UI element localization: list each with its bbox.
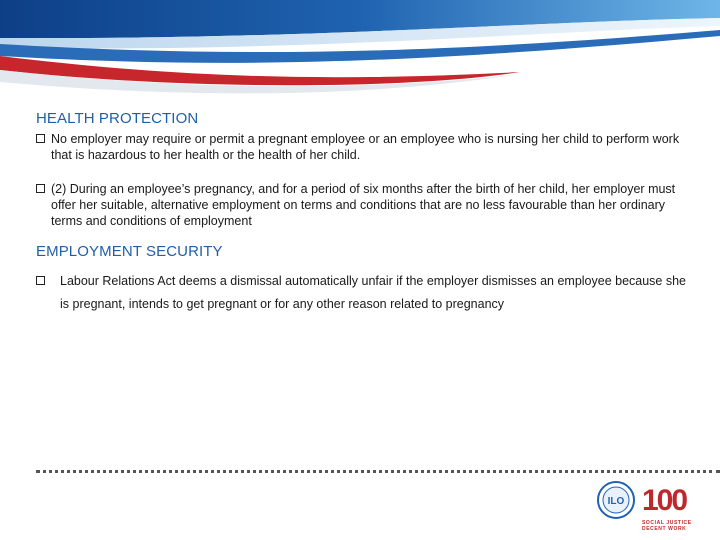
centenary-logo-icon bbox=[642, 484, 687, 517]
section-heading-employment: EMPLOYMENT SECURITY bbox=[36, 243, 223, 260]
ilo-logo-text: ILO bbox=[607, 496, 625, 507]
tagline-line: DECENT WORK bbox=[642, 526, 687, 532]
bullet-item bbox=[36, 181, 686, 229]
checkbox-bullet-icon bbox=[36, 134, 45, 143]
checkbox-bullet-icon bbox=[36, 276, 45, 285]
checkbox-bullet-icon bbox=[36, 184, 45, 193]
header-banner bbox=[0, 0, 720, 100]
bullet-text: Labour Relations Act deems a dismissal automatically unfair if the employer dismisses an employee because she is pregnant, intends to get pregnant or for any other reason related to pregnancy bbox=[60, 274, 687, 311]
section-heading-health: HEALTH PROTECTION bbox=[36, 110, 199, 127]
ilo-logo-icon bbox=[598, 482, 634, 518]
bullet-item bbox=[36, 131, 686, 163]
bullet-item bbox=[36, 270, 686, 315]
tagline-line: SOCIAL JUSTICE bbox=[642, 520, 692, 526]
centenary-logo-text: 100 bbox=[642, 484, 687, 517]
slide-content bbox=[36, 110, 686, 315]
footer-divider bbox=[36, 470, 720, 473]
footer-tagline bbox=[642, 520, 692, 532]
bullet-text: No employer may require or permit a pregnant employee or an employee who is nursing her child to perform work that is hazardous to her health or the health of her child. bbox=[51, 132, 680, 162]
bullet-text: (2) During an employee’s pregnancy, and for a period of six months after the birth of her child, her employer must offer her suitable, alternative employment on terms and conditions that are no less favourable than her ordinary terms and conditions of employment bbox=[51, 182, 676, 228]
